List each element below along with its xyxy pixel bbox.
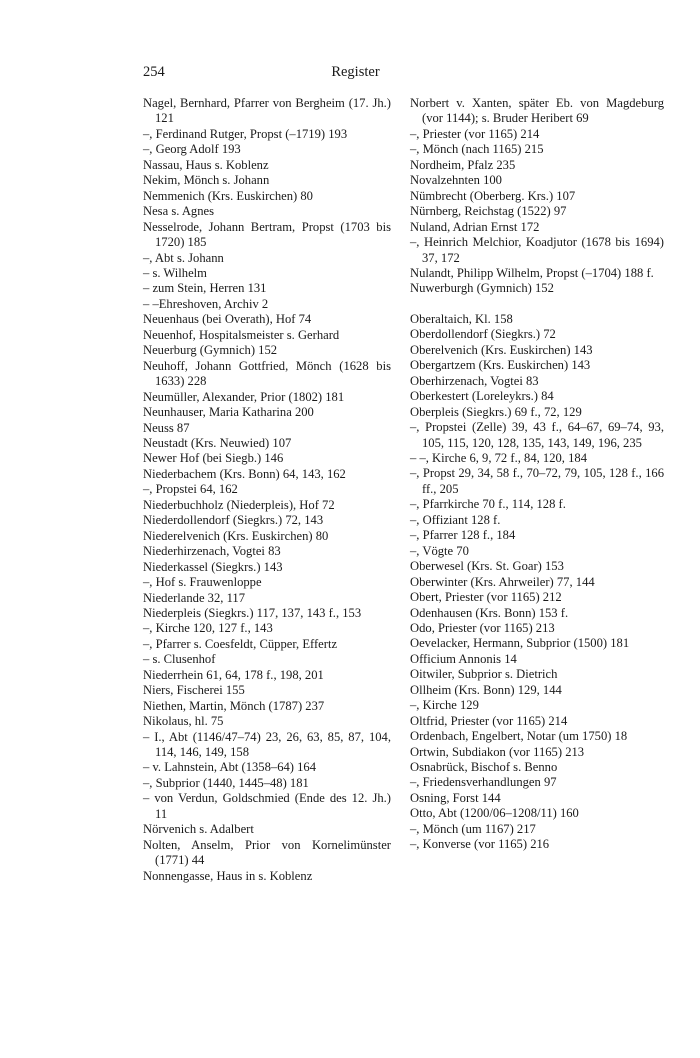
index-entry: Nesa s. Agnes [143,204,215,219]
index-entry: – von Verdun, Goldschmied (Ende des 12. Jh.) 11 [143,791,391,821]
index-entry: Newer Hof (bei Siegb.) 146 [143,451,284,466]
index-entry: –, Abt s. Johann [143,250,224,265]
index-column-right [410,96,664,853]
index-entry: Odo, Priester (vor 1165) 213 [410,620,555,635]
index-entry: Nikolaus, hl. 75 [143,714,224,729]
index-entry: – v. Lahnstein, Abt (1358–64) 164 [143,760,317,775]
index-entry: –, Mönch (nach 1165) 215 [410,142,544,157]
running-head: Register [331,64,380,80]
index-entry: Nuland, Adrian Ernst 172 [410,219,540,234]
index-entry: –, Pfarrer 128 f., 184 [410,528,516,543]
index-entry: – I., Abt (1146/47–74) 23, 26, 63, 85, 87, 104, 114, 146, 149, 158 [143,729,391,760]
index-entry: Osning, Forst 144 [410,790,501,805]
index-entry: Odenhausen (Krs. Bonn) 153 f. [410,605,569,620]
index-entry: Oberdollendorf (Siegkrs.) 72 [410,327,556,342]
index-entry: Obergartzem (Krs. Euskirchen) 143 [410,358,591,373]
index-entry: Niederpleis (Siegkrs.) 117, 137, 143 f., 153 [143,605,362,620]
index-entry: Niederelvenich (Krs. Euskirchen) 80 [143,528,329,543]
index-entry: Oberaltaich, Kl. 158 [410,311,513,326]
index-entry: – s. Wilhelm [143,265,207,280]
index-entry: Otto, Abt (1200/06–1208/11) 160 [410,806,579,821]
index-entry: Niederbuchholz (Niederpleis), Hof 72 [143,497,335,512]
index-entry: Oevelacker, Hermann, Subprior (1500) 181 [410,636,630,651]
index-entry: Oitwiler, Subprior s. Dietrich [410,667,558,682]
index-entry: Niethen, Martin, Mönch (1787) 237 [143,698,325,713]
index-group-n [410,96,664,297]
index-entry: –, Pfarrkirche 70 f., 114, 128 f. [410,497,566,512]
index-entry: –, Kirche 120, 127 f., 143 [143,621,273,636]
index-entry: –, Georg Adolf 193 [143,142,241,157]
index-entry: Ortwin, Subdiakon (vor 1165) 213 [410,744,585,759]
index-entry: – –Ehreshoven, Archiv 2 [143,296,269,311]
index-entry: Oberhirzenach, Vogtei 83 [410,373,539,388]
index-entry: – zum Stein, Herren 131 [143,281,267,296]
index-entry: –, Propstei 64, 162 [143,482,238,497]
index-entry: Nonnengasse, Haus in s. Koblenz [143,868,313,883]
index-entry: Osnabrück, Bischof s. Benno [410,760,558,775]
index-entry: Niederdollendorf (Siegkrs.) 72, 143 [143,513,324,528]
index-entry: –, Propstei (Zelle) 39, 43 f., 64–67, 69–74, 93, 105, 115, 120, 128, 135, 143, 149, 196, 235 [410,420,664,450]
index-entry: Nassau, Haus s. Koblenz [143,157,269,172]
index-entry: Oberkestert (Loreleykrs.) 84 [410,389,554,404]
index-entry: Nörvenich s. Adalbert [143,822,254,837]
index-entry: –, Konverse (vor 1165) 216 [410,837,550,852]
index-entry: Norbert v. Xanten, später Eb. von Magdeburg (vor 1144); s. Bruder Heribert 69 [410,96,664,126]
index-group-o [410,312,664,853]
index-entry: Niederrhein 61, 64, 178 f., 198, 201 [143,667,324,682]
index-entry: Oberpleis (Siegkrs.) 69 f., 72, 129 [410,404,582,419]
index-entry: Oltfrid, Priester (vor 1165) 214 [410,713,568,728]
index-entry: –, Priester (vor 1165) 214 [410,126,540,141]
index-entry: Nemmenich (Krs. Euskirchen) 80 [143,188,313,203]
index-entry: Neuenhof, Hospitalsmeister s. Gerhard [143,327,340,342]
index-entry: Nordheim, Pfalz 235 [410,157,516,172]
page-header [143,64,568,86]
index-entry: –, Propst 29, 34, 58 f., 70–72, 79, 105, 128 f., 166 ff., 205 [410,466,664,496]
index-entry: Niederlande 32, 117 [143,590,245,605]
index-entry: Neuerburg (Gymnich) 152 [143,343,278,358]
index-entry: Novalzehnten 100 [410,173,502,188]
index-entry: Neuss 87 [143,420,190,435]
index-entry: Ordenbach, Engelbert, Notar (um 1750) 18 [410,729,628,744]
index-entry: Neuenhaus (bei Overath), Hof 74 [143,312,312,327]
index-entry: Nuwerburgh (Gymnich) 152 [410,281,554,296]
index-entry: –, Pfarrer s. Coesfeldt, Cüpper, Effertz [143,636,338,651]
index-entry: Niers, Fischerei 155 [143,683,245,698]
index-entry: Niederkassel (Siegkrs.) 143 [143,559,283,574]
index-entry: Nulandt, Philipp Wilhelm, Propst (–1704) 188 f. [410,265,654,280]
index-entry: Oberwinter (Krs. Ahrweiler) 77, 144 [410,574,595,589]
index-entry: Nagel, Bernhard, Pfarrer von Bergheim (17. Jh.) 121 [143,96,391,126]
index-entry: Oberelvenich (Krs. Euskirchen) 143 [410,342,593,357]
index-entry: Ollheim (Krs. Bonn) 129, 144 [410,682,562,697]
index-entry: –, Subprior (1440, 1445–48) 181 [143,775,309,790]
index-entry: Nesselrode, Johann Bertram, Propst (1703 bis 1720) 185 [143,219,391,250]
page-number: 254 [143,64,165,80]
index-entry: Neumüller, Alexander, Prior (1802) 181 [143,389,345,404]
index-entry: – –, Kirche 6, 9, 72 f., 84, 120, 184 [410,450,587,465]
index-entry: Officium Annonis 14 [410,651,517,666]
index-entry: Nürnberg, Reichstag (1522) 97 [410,204,567,219]
index-entry: –, Friedensverhandlungen 97 [410,775,557,790]
index-entry: –, Ferdinand Rutger, Propst (–1719) 193 [143,126,348,141]
index-entry: –, Heinrich Melchior, Koadjutor (1678 bis 1694) 37, 172 [410,235,664,265]
index-entry: Nolten, Anselm, Prior von Kornelimünster (1771) 44 [143,837,391,868]
index-entry: Neuhoff, Johann Gottfried, Mönch (1628 bis 1633) 228 [143,358,391,389]
index-entry: –, Kirche 129 [410,698,479,713]
index-entry: –, Offiziant 128 f. [410,512,501,527]
index-entry: Niederhirzenach, Vogtei 83 [143,544,281,559]
index-entry: Nekim, Mönch s. Johann [143,173,270,188]
section-gap [410,297,664,312]
index-entry: Neustadt (Krs. Neuwied) 107 [143,435,292,450]
index-entry: Nümbrecht (Oberberg. Krs.) 107 [410,188,576,203]
index-entry: –, Hof s. Frauwenloppe [143,575,262,590]
index-entry: Obert, Priester (vor 1165) 212 [410,590,562,605]
index-entry: Niederbachem (Krs. Bonn) 64, 143, 162 [143,466,346,481]
index-entry: –, Vögte 70 [410,543,469,558]
index-entry: Oberwesel (Krs. St. Goar) 153 [410,559,564,574]
index-column-left [143,96,391,884]
index-entry: – s. Clusenhof [143,652,216,667]
index-entry: –, Mönch (um 1167) 217 [410,821,536,836]
index-entry: Neunhauser, Maria Katharina 200 [143,405,314,420]
